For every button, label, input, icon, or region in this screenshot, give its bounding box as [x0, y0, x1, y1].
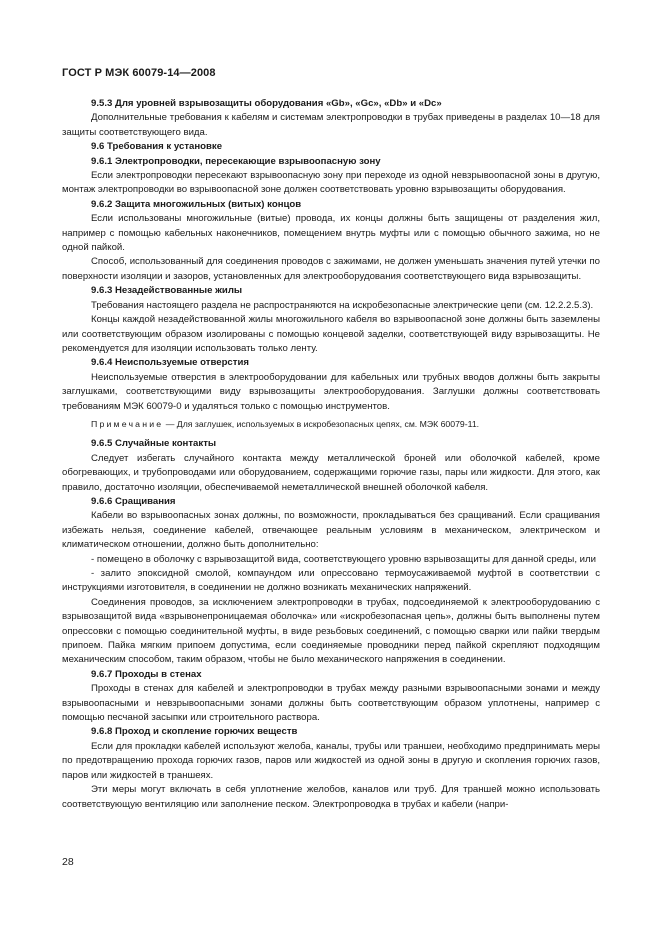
section-heading: 9.5.3 Для уровней взрывозащиты оборудования «Gb», «Gc», «Db» и «Dc» [91, 98, 442, 109]
body-paragraph: Неиспользуемые отверстия в электрооборудовании для кабельных или трубных вводов должны быть закрыты заглушками, соответствующими виду взрывозащиты электрооборудования. Заглушки должны соответствовать требованиям МЭК 60079-0 и удаляться только с помощью инструментов. [62, 371, 600, 412]
section-heading: 9.6.4 Неиспользуемые отверстия [91, 357, 249, 369]
body-paragraph: Кабели во взрывоопасных зонах должны, по возможности, прокладываться без сращиваний. Если сращивания избежать нельзя, соединение кабелей, отвечающее реальным условиям в механическом, электрическом и климатическом отношении, должно быть дополнительно: [62, 510, 600, 551]
note-label: Примечание [91, 418, 164, 429]
body-paragraph: Если электропроводки пересекают взрывоопасную зону при переходе из одной невзрывоопасной зоны в другую, монтаж электропроводки во взрывоопасной зоне должен соответствовать уровню взрывозащиты оборудования. [62, 170, 600, 196]
body-paragraph: Следует избегать случайного контакта между металлической броней или оболочкой кабелей, кроме обогревающих, и трубопроводами или оборудованием, содержащими горючие газы, пары или жидкости. Для этого, как правило, достаточно изоляции, обеспечиваемой неметаллической внешней оболочкой кабеля. [62, 452, 600, 493]
body-paragraph: Способ, использованный для соединения проводов с зажимами, не должен уменьшать значения путей утечки по поверхности изоляции и зазоров, установленных для электрооборудования соответствующего вида взрывозащиты. [62, 256, 600, 282]
body-paragraph: Если для прокладки кабелей используют желоба, каналы, трубы или траншеи, необходимо предпринимать меры по предотвращению прохода горючих газов, паров или жидкостей из одной зоны в другую и скопления горючих газов, паров или жидкостей в траншеях. [62, 740, 600, 781]
section-heading: 9.6 Требования к установке [91, 141, 223, 153]
note-text: — Для заглушек, используемых в искробезопасных цепях, см. МЭК 60079-11. [163, 418, 480, 429]
list-item: - залито эпоксидной смолой, компаундом или опрессовано термоусаживаемой муфтой в соответствии с инструкциями изготовителя, в соединении не должно возникать механических напряжений. [62, 568, 600, 594]
body-paragraph: Если использованы многожильные (витые) провода, их концы должны быть защищены от разделения жил, например с помощью кабельных наконечников, помещением внутрь муфты или с помощью обычного зажима, но не одной пайкой. [62, 213, 600, 254]
body-paragraph: Концы каждой незадействованной жилы многожильного кабеля во взрывоопасной зоне должны быть заземлены или соответствующим образом изолированы с помощью концевой заделки, соответствующей виду взрывозащиты. Не рекомендуется для изоляции использовать только ленту. [62, 314, 600, 354]
document-body [62, 97, 600, 812]
body-paragraph: Соединения проводов, за исключением электропроводки в трубах, подсоединяемой к электрооборудованию с взрывозащитой вида «взрывонепроницаемая оболочка» или «искробезопасная цепь», должны быть выполнены путем опрессовки с помощью соединительной муфты, в виде резьбовых соединений, с помощью сварки или пайки твердым припоем. Пайка мягким припоем допустима, если соединяемые проводники перед пайкой скрепляют подходящим механическим способом, таким образом, чтобы не было механического напряжения в соединении. [62, 596, 600, 666]
page-number: 28 [62, 856, 74, 868]
body-paragraph: Проходы в стенах для кабелей и электропроводки в трубах между разными взрывоопасными зонами и между взрывоопасными и невзрывоопасными зонами должны быть соответствующим образом уплотнены, например с помощью песчаной засыпки или строительного раствора. [62, 683, 600, 724]
list-item: - помещено в оболочку с взрывозащитой вида, соответствующего уровню взрывозащиты для данной среды, или [91, 553, 596, 565]
body-paragraph: Требования настоящего раздела не распространяются на искробезопасные электрические цепи (см. 12.2.2.5.3). [91, 299, 594, 311]
section-heading: 9.6.2 Защита многожильных (витых) концов [91, 198, 302, 210]
body-paragraph: Эти меры могут включать в себя уплотнение желобов, каналов или труб. Для траншей можно использовать соответствующую вентиляцию или заполнение песком. Электропроводка в трубах и кабели (напри- [62, 784, 600, 810]
body-paragraph: Дополнительные требования к кабелям и системам электропроводки в трубах приведены в разделах 10—18 для защиты соответствующего вида. [62, 112, 600, 138]
section-heading: 9.6.1 Электропроводки, пересекающие взрывоопасную зону [91, 155, 381, 167]
document-header: ГОСТ Р МЭК 60079-14—2008 [62, 67, 216, 79]
section-heading: 9.6.3 Незадействованные жилы [91, 285, 243, 297]
section-heading: 9.6.5 Случайные контакты [91, 438, 217, 450]
section-heading: 9.6.7 Проходы в стенах [91, 668, 202, 680]
note-paragraph [62, 417, 600, 431]
section-heading: 9.6.6 Сращивания [91, 495, 176, 507]
section-heading: 9.6.8 Проход и скопление горючих веществ [91, 726, 298, 738]
